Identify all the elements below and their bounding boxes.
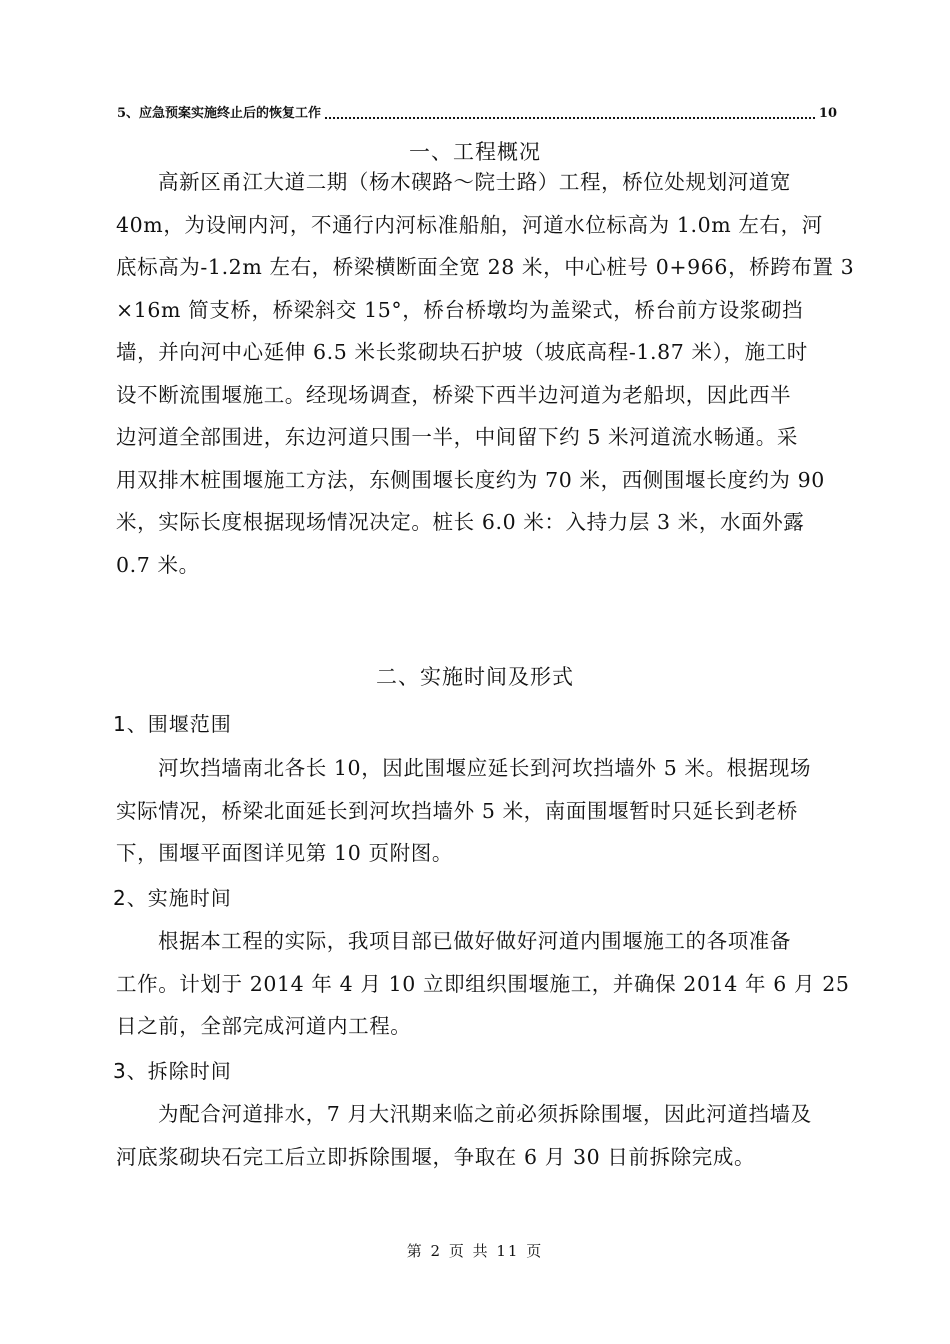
paragraph-line: 墙，并向河中心延伸 6.5 米长浆砌块石护坡（坡底高程-1.87 米），施工时 bbox=[116, 340, 808, 364]
subsection-2-paragraph bbox=[116, 920, 850, 1048]
paragraph-line: 下，围堰平面图详见第 10 页附图。 bbox=[116, 841, 453, 865]
section-2-title: 二、实施时间及形式 bbox=[376, 665, 574, 689]
paragraph-line: 工作。计划于 2014 年 4 月 10 立即组织围堰施工，并确保 2014 年 6 月 25 bbox=[116, 971, 850, 996]
section-1-paragraph bbox=[116, 161, 855, 586]
paragraph-line: 边河道全部围进，东边河道只围一半，中间留下约 5 米河道流水畅通。采 bbox=[116, 425, 798, 449]
paragraph-line: 米，实际长度根据现场情况决定。桩长 6.0 米：入持力层 3 米，水面外露 bbox=[116, 510, 805, 534]
paragraph-line: 用双排木桩围堰施工方法，东侧围堰长度约为 70 米，西侧围堰长度约为 90 bbox=[116, 467, 825, 492]
toc-entry-label: 5、应急预案实施终止后的恢复工作 bbox=[117, 106, 322, 121]
subsection-2-title: 2、实施时间 bbox=[113, 886, 232, 910]
paragraph-line: 设不断流围堰施工。经现场调查，桥梁下西半边河道为老船坝，因此西半 bbox=[116, 382, 792, 407]
paragraph-line: 实际情况，桥梁北面延长到河坎挡墙外 5 米，南面围堰暂时只延长到老桥 bbox=[116, 798, 798, 823]
toc-leader-dots bbox=[325, 116, 815, 119]
subsection-3-paragraph bbox=[116, 1093, 840, 1178]
paragraph-line: 日之前，全部完成河道内工程。 bbox=[116, 1014, 412, 1038]
subsection-1-paragraph bbox=[116, 747, 840, 875]
paragraph-line: 河坎挡墙南北各长 10，因此围堰应延长到河坎挡墙外 5 米。根据现场 bbox=[158, 756, 812, 780]
paragraph-line: 高新区甬江大道二期（杨木碶路～院士路）工程，桥位处规划河道宽 bbox=[158, 170, 791, 194]
paragraph-line: 为配合河道排水，7 月大汛期来临之前必须拆除围堰，因此河道挡墙及 bbox=[158, 1102, 812, 1126]
paragraph-line: ×16m 简支桥，桥梁斜交 15°，桥台桥墩均为盖梁式，桥台前方设浆砌挡 bbox=[116, 297, 804, 322]
section-1-title: 一、工程概况 bbox=[409, 140, 541, 164]
subsection-1-title: 1、围堰范围 bbox=[113, 712, 232, 736]
toc-entry-page: 10 bbox=[818, 106, 837, 121]
page-footer: 第 2 页 共 11 页 bbox=[406, 1242, 544, 1260]
paragraph-line: 根据本工程的实际，我项目部已做好做好河道内围堰施工的各项准备 bbox=[158, 929, 791, 953]
paragraph-line: 底标高为-1.2m 左右，桥梁横断面全宽 28 米，中心桩号 0+966，桥跨布置 3 bbox=[116, 255, 855, 279]
paragraph-line: 河底浆砌块石完工后立即拆除围堰，争取在 6 月 30 日前拆除完成。 bbox=[116, 1144, 756, 1169]
paragraph-line: 0.7 米。 bbox=[116, 552, 200, 577]
toc-entry[interactable] bbox=[117, 101, 837, 123]
paragraph-line: 40m，为设闸内河，不通行内河标准船舶，河道水位标高为 1.0m 左右，河 bbox=[116, 212, 823, 237]
subsection-3-title: 3、拆除时间 bbox=[113, 1059, 232, 1083]
